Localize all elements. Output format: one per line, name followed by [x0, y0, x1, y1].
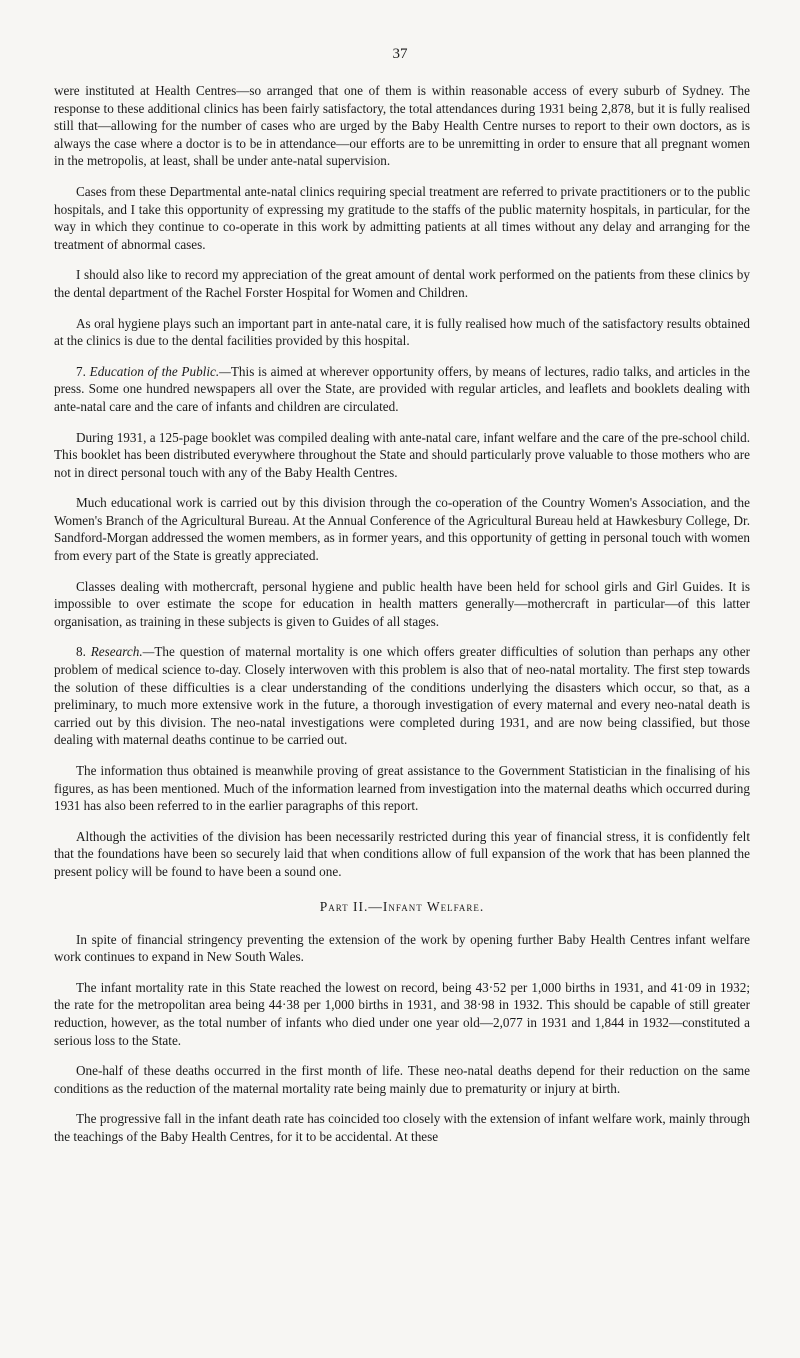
section-number: 8. [76, 644, 86, 660]
paragraph-antenatal-clinics: were instituted at Health Centres—so arranged that one of them is within reasonable access of every suburb of Sydney. The response to these additional clinics has been fairly satisfactory, the total attendances during 1931 being 2,878, but it is fully realised still that—allowing for the number of cases who are urged by the Baby Health Centre nurses to report to their own doctors, as is always the case where a doctor is to be in attendance—our efforts are to be unremitting in order to ensure that all pregnant women in the metropolis, at least, shall be under ante-natal supervision. [54, 83, 750, 169]
paragraph-educational-work: Much educational work is carried out by this division through the co-operation of the Country Women's Association, and the Women's Branch of the Agricultural Bureau. At the Annual Conference of the Agricultural Bureau held at Hawkesbury College, Dr. Sandford-Morgan addressed the women members, as in former years, and this opportunity of getting in personal touch with women from every part of the State is greatly appreciated. [54, 495, 750, 564]
paragraph-neonatal-deaths: One-half of these deaths occurred in the first month of life. These neo-natal deaths depend for their reduction on the same conditions as the reduction of the maternal mortality rate being mainly due to prematurity or injury at birth. [54, 1063, 750, 1096]
paragraph-financial-stress: Although the activities of the division has been necessarily restricted during this year of financial stress, it is confidently felt that the foundations have been so securely laid that when conditions allow of full expansion of the work that has been planned the present policy will be found to have been a sound one. [54, 828, 750, 879]
section-research-paragraph [54, 643, 750, 749]
paragraph-referred-cases: Cases from these Departmental ante-natal clinics requiring special treatment are referred to private practitioners or to the public hospitals, and I take this opportunity of expressing my gratitude to the staffs of the public maternity hospitals, in particular, for the way in which they continue to co-operate in this work by admitting patients at all times without any delay and arranging for the treatment of abnormal cases. [54, 183, 750, 252]
section-title: Research.— [90, 644, 155, 660]
paragraph-infant-welfare: In spite of financial stringency preventing the extension of the work by opening further Baby Health Centres infant welfare work continues to expand in New South Wales. [54, 931, 750, 965]
page-body [54, 82, 750, 1159]
part-heading: Part II.—Infant Welfare. [319, 898, 485, 914]
paragraph-statistician: The information thus obtained is meanwhile proving of great assistance to the Government Statistician in the finalising of his figures, as has been mentioned. Much of the information learned from investigation into the maternal deaths which occurred during 1931 has also been referred to in the earlier paragraphs of this report. [54, 763, 750, 814]
section-text: This is aimed at wherever opportunity offers, by means of lectures, radio talks, and articles in the press. Some one hundred newspapers all over the State, are provided with regular articles, and leaflets and booklets dealing with ante-natal care and the care of infants and children are circulated. [54, 363, 750, 414]
paragraph-classes: Classes dealing with mothercraft, personal hygiene and public health have been held for school girls and Girl Guides. It is impossible to over estimate the scope for education in health matters generally—mothercraft in particular—of this latter organisation, as training in these subjects is given to Guides of all stages. [54, 578, 750, 629]
paragraph-dental-work: I should also like to record my appreciation of the great amount of dental work performed on the patients from these clinics by the dental department of the Rachel Forster Hospital for Women and Children. [54, 267, 750, 300]
paragraph-progressive-fall: The progressive fall in the infant death rate has coincided too closely with the extension of infant welfare work, mainly through the teachings of the Baby Health Centres, for it to be accidental. At these [54, 1111, 750, 1144]
section-number: 7. [76, 363, 86, 379]
paragraph-booklet: During 1931, a 125-page booklet was compiled dealing with ante-natal care, infant welfare and the care of the pre-school child. This booklet has been distributed everywhere throughout the State and should particularly prove valuable to those mothers who are not in direct personal touch with any of the Baby Health Centres. [54, 429, 750, 480]
page-number: 37 [392, 46, 408, 62]
section-title: Education of the Public.— [89, 363, 231, 379]
section-text: The question of maternal mortality is one which offers greater difficulties of solution than perhaps any other problem of medical science to-day. Closely interwoven with this problem is also that of neo-natal mortality. The first step towards the solution of these difficulties is a clear understanding of the conditions underlying the disasters which occur, so that, as a preliminary, to much more extensive work in the future, a thorough investigation of every maternal and every neo-natal death is carried out by this division. The neo-natal investigations were completed during 1931, and are now being classified, but those dealing with maternal deaths continue to be carried out. [54, 644, 751, 748]
paragraph-mortality-rate: The infant mortality rate in this State reached the lowest on record, being 43·52 per 1,000 births in 1931, and 41·09 in 1932; the rate for the metropolitan area being 44·38 per 1,000 births in 1931, and 38·98 in 1932. This should be capable of still greater reduction, however, as the total number of infants who died under one year old—2,077 in 1931 and 1,844 in 1932—constituted a serious loss to the State. [54, 979, 750, 1048]
section-education-paragraph [54, 363, 750, 416]
paragraph-oral-hygiene: As oral hygiene plays such an important part in ante-natal care, it is fully realised how much of the satisfactory results obtained at the clinics is due to the dental facilities provided by this hospital. [54, 315, 750, 349]
